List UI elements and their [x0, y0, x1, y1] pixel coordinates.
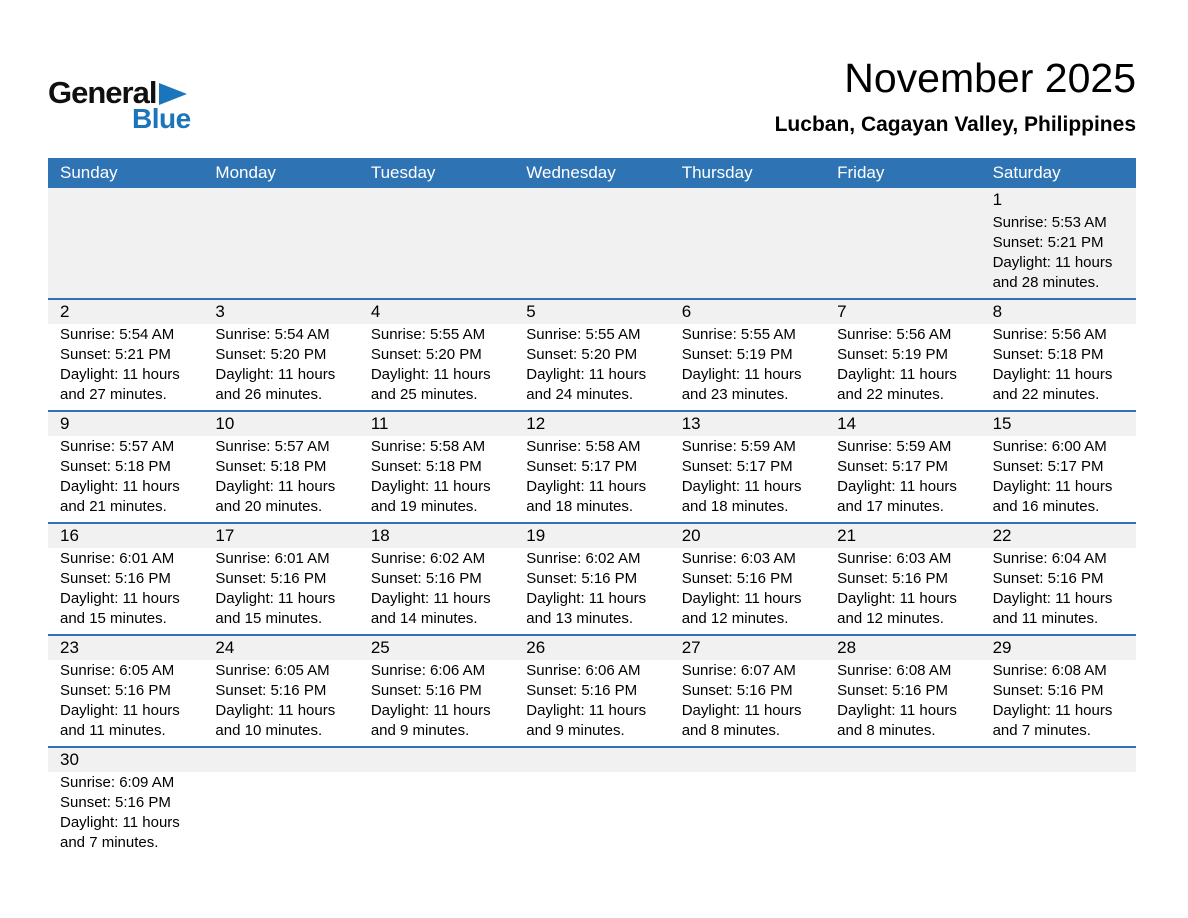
day-details [670, 324, 825, 410]
day-number-empty [981, 748, 1136, 772]
sunrise-text: Sunrise: 5:58 AM [370, 438, 486, 455]
day-cell-empty [825, 748, 980, 858]
day-cell-22 [981, 524, 1136, 634]
daylight-text: Daylight: 11 hours [215, 702, 336, 719]
month-title: November 2025 [844, 55, 1136, 101]
daylight-text-cont: and 7 minutes. [992, 722, 1091, 739]
day-number: 30 [48, 748, 203, 772]
weekday-header-tuesday: Tuesday [370, 163, 436, 182]
day-details [48, 660, 203, 746]
day-details [981, 660, 1136, 746]
weeks-container [48, 188, 1136, 858]
daylight-text-cont: and 15 minutes. [60, 610, 167, 627]
day-number: 26 [514, 636, 669, 660]
sunrise-text: Sunrise: 5:55 AM [526, 326, 641, 343]
sunset-text: Sunset: 5:18 PM [370, 458, 482, 475]
daylight-text-cont: and 24 minutes. [526, 386, 634, 403]
sunrise-text: Sunrise: 5:55 AM [681, 326, 796, 343]
daylight-text-cont: and 17 minutes. [837, 498, 944, 515]
sunrise-text: Sunrise: 6:02 AM [526, 550, 641, 567]
daylight-text: Daylight: 11 hours [681, 478, 802, 495]
day-cell-30 [48, 748, 203, 858]
day-details [359, 436, 514, 522]
daylight-text-cont: and 20 minutes. [215, 498, 323, 515]
daylight-text: Daylight: 11 hours [370, 702, 491, 719]
day-cell-19 [514, 524, 669, 634]
day-cell-empty [981, 748, 1136, 858]
weekday-header-wednesday: Wednesday [526, 163, 616, 182]
day-number: 13 [670, 412, 825, 436]
day-number: 29 [981, 636, 1136, 660]
day-cell-25 [359, 636, 514, 746]
sunset-text: Sunset: 5:16 PM [60, 682, 171, 699]
day-cell-7 [825, 300, 980, 410]
daylight-text: Daylight: 11 hours [60, 814, 180, 831]
day-number-empty [670, 748, 825, 772]
daylight-text-cont: and 26 minutes. [215, 386, 323, 403]
sunrise-text: Sunrise: 5:57 AM [60, 438, 175, 455]
day-details [981, 324, 1136, 410]
sunset-text: Sunset: 5:16 PM [837, 570, 949, 587]
day-details [514, 548, 669, 634]
daylight-text-cont: and 18 minutes. [526, 498, 634, 515]
day-number: 18 [359, 524, 514, 548]
daylight-text: Daylight: 11 hours [837, 590, 957, 607]
sunrise-text: Sunrise: 5:53 AM [992, 214, 1107, 231]
daylight-text-cont: and 23 minutes. [681, 386, 789, 403]
day-details [359, 660, 514, 746]
day-number: 11 [359, 412, 514, 436]
daylight-text: Daylight: 11 hours [215, 478, 336, 495]
day-number-empty [514, 748, 669, 772]
day-number: 5 [514, 300, 669, 324]
sunrise-text: Sunrise: 6:04 AM [992, 550, 1107, 567]
daylight-text: Daylight: 11 hours [60, 366, 180, 383]
day-number: 6 [670, 300, 825, 324]
sunrise-text: Sunrise: 5:56 AM [837, 326, 952, 343]
sunset-text: Sunset: 5:20 PM [215, 346, 327, 363]
daylight-text: Daylight: 11 hours [992, 366, 1113, 383]
sunset-text: Sunset: 5:17 PM [681, 458, 793, 475]
daylight-text: Daylight: 11 hours [681, 590, 802, 607]
logo-text-general: General [48, 75, 157, 110]
day-cell-8 [981, 300, 1136, 410]
day-cell-28 [825, 636, 980, 746]
sunrise-text: Sunrise: 6:05 AM [60, 662, 175, 679]
sunrise-text: Sunrise: 6:03 AM [837, 550, 952, 567]
sunset-text: Sunset: 5:19 PM [681, 346, 793, 363]
daylight-text-cont: and 9 minutes. [526, 722, 625, 739]
sunrise-text: Sunrise: 5:59 AM [837, 438, 952, 455]
sunset-text: Sunset: 5:17 PM [992, 458, 1104, 475]
day-details [825, 324, 980, 410]
day-details [670, 436, 825, 522]
sunset-text: Sunset: 5:17 PM [526, 458, 638, 475]
sunrise-text: Sunrise: 5:56 AM [992, 326, 1107, 343]
day-details [670, 548, 825, 634]
day-details [203, 324, 358, 410]
day-cell-empty [203, 188, 358, 298]
sunrise-text: Sunrise: 5:54 AM [215, 326, 330, 343]
sunset-text: Sunset: 5:21 PM [60, 346, 171, 363]
day-number: 17 [203, 524, 358, 548]
day-details [203, 548, 358, 634]
day-cell-14 [825, 412, 980, 522]
day-cell-4 [359, 300, 514, 410]
daylight-text-cont: and 15 minutes. [215, 610, 323, 627]
day-number: 9 [48, 412, 203, 436]
day-details [359, 324, 514, 410]
sunset-text: Sunset: 5:17 PM [837, 458, 949, 475]
sunset-text: Sunset: 5:16 PM [526, 682, 638, 699]
daylight-text: Daylight: 11 hours [992, 702, 1113, 719]
day-number: 10 [203, 412, 358, 436]
daylight-text-cont: and 21 minutes. [60, 498, 167, 515]
week-row-1 [48, 188, 1136, 298]
sunset-text: Sunset: 5:16 PM [837, 682, 949, 699]
day-number: 20 [670, 524, 825, 548]
sunset-text: Sunset: 5:16 PM [370, 682, 482, 699]
week-row-6 [48, 746, 1136, 858]
day-cell-16 [48, 524, 203, 634]
daylight-text-cont: and 7 minutes. [60, 834, 159, 851]
sunset-text: Sunset: 5:16 PM [60, 570, 171, 587]
sunrise-text: Sunrise: 5:58 AM [526, 438, 641, 455]
day-details [981, 548, 1136, 634]
daylight-text: Daylight: 11 hours [992, 254, 1113, 271]
day-number: 15 [981, 412, 1136, 436]
weekday-header-thursday: Thursday [681, 163, 753, 182]
sunset-text: Sunset: 5:20 PM [526, 346, 638, 363]
calendar-grid [48, 158, 1136, 858]
day-details [825, 548, 980, 634]
day-cell-29 [981, 636, 1136, 746]
day-cell-1 [981, 188, 1136, 298]
day-number: 3 [203, 300, 358, 324]
sunset-text: Sunset: 5:16 PM [215, 570, 327, 587]
daylight-text-cont: and 8 minutes. [837, 722, 936, 739]
day-number: 24 [203, 636, 358, 660]
sunrise-text: Sunrise: 6:06 AM [526, 662, 641, 679]
weekday-header-sunday: Sunday [60, 163, 118, 182]
sunset-text: Sunset: 5:21 PM [992, 234, 1104, 251]
daylight-text: Daylight: 11 hours [837, 478, 957, 495]
daylight-text: Daylight: 11 hours [837, 366, 957, 383]
daylight-text-cont: and 10 minutes. [215, 722, 323, 739]
day-cell-empty [359, 748, 514, 858]
day-number: 7 [825, 300, 980, 324]
day-number-empty [359, 748, 514, 772]
day-cell-15 [981, 412, 1136, 522]
daylight-text-cont: and 11 minutes. [60, 722, 166, 739]
weekday-header-monday: Monday [215, 163, 276, 182]
day-cell-20 [670, 524, 825, 634]
sunset-text: Sunset: 5:16 PM [681, 682, 793, 699]
day-number: 25 [359, 636, 514, 660]
sunrise-text: Sunrise: 6:03 AM [681, 550, 796, 567]
day-cell-11 [359, 412, 514, 522]
sunset-text: Sunset: 5:20 PM [370, 346, 482, 363]
general-blue-logo [48, 74, 191, 133]
daylight-text: Daylight: 11 hours [526, 590, 647, 607]
sunrise-text: Sunrise: 6:08 AM [837, 662, 952, 679]
day-cell-23 [48, 636, 203, 746]
sunset-text: Sunset: 5:19 PM [837, 346, 949, 363]
daylight-text: Daylight: 11 hours [215, 366, 336, 383]
day-details [203, 660, 358, 746]
day-cell-2 [48, 300, 203, 410]
day-cell-27 [670, 636, 825, 746]
sunrise-text: Sunrise: 5:59 AM [681, 438, 796, 455]
day-details [981, 436, 1136, 522]
day-cell-3 [203, 300, 358, 410]
daylight-text-cont: and 22 minutes. [992, 386, 1100, 403]
day-details [670, 660, 825, 746]
day-number: 23 [48, 636, 203, 660]
day-number-empty [514, 188, 669, 212]
day-cell-21 [825, 524, 980, 634]
daylight-text-cont: and 27 minutes. [60, 386, 167, 403]
day-number-empty [359, 188, 514, 212]
daylight-text: Daylight: 11 hours [370, 366, 491, 383]
daylight-text-cont: and 9 minutes. [370, 722, 470, 739]
sunrise-text: Sunrise: 6:02 AM [370, 550, 486, 567]
day-cell-empty [825, 188, 980, 298]
day-number: 28 [825, 636, 980, 660]
logo-text-blue: Blue [132, 103, 191, 134]
sunrise-text: Sunrise: 6:09 AM [60, 774, 175, 791]
daylight-text-cont: and 25 minutes. [370, 386, 478, 403]
day-cell-9 [48, 412, 203, 522]
week-row-4 [48, 522, 1136, 634]
day-details [359, 548, 514, 634]
daylight-text-cont: and 19 minutes. [370, 498, 478, 515]
location-subtitle: Lucban, Cagayan Valley, Philippines [774, 113, 1136, 137]
daylight-text: Daylight: 11 hours [370, 478, 491, 495]
sunset-text: Sunset: 5:16 PM [992, 682, 1104, 699]
day-number-empty [670, 188, 825, 212]
day-number: 12 [514, 412, 669, 436]
day-details [514, 660, 669, 746]
day-details [48, 772, 203, 858]
day-details [514, 436, 669, 522]
daylight-text: Daylight: 11 hours [370, 590, 491, 607]
sunset-text: Sunset: 5:16 PM [215, 682, 327, 699]
sunrise-text: Sunrise: 5:54 AM [60, 326, 175, 343]
daylight-text: Daylight: 11 hours [837, 702, 957, 719]
day-number-empty [48, 188, 203, 212]
day-details [48, 324, 203, 410]
sunset-text: Sunset: 5:16 PM [681, 570, 793, 587]
daylight-text: Daylight: 11 hours [681, 366, 802, 383]
day-cell-26 [514, 636, 669, 746]
day-number: 16 [48, 524, 203, 548]
daylight-text: Daylight: 11 hours [526, 366, 647, 383]
daylight-text: Daylight: 11 hours [60, 478, 180, 495]
daylight-text-cont: and 14 minutes. [370, 610, 478, 627]
sunset-text: Sunset: 5:16 PM [526, 570, 638, 587]
day-cell-13 [670, 412, 825, 522]
sunrise-text: Sunrise: 6:08 AM [992, 662, 1107, 679]
daylight-text: Daylight: 11 hours [60, 702, 180, 719]
day-details [514, 324, 669, 410]
day-cell-empty [514, 748, 669, 858]
day-number: 4 [359, 300, 514, 324]
sunrise-text: Sunrise: 6:07 AM [681, 662, 796, 679]
day-number: 8 [981, 300, 1136, 324]
day-number: 22 [981, 524, 1136, 548]
daylight-text-cont: and 18 minutes. [681, 498, 789, 515]
day-cell-5 [514, 300, 669, 410]
daylight-text: Daylight: 11 hours [526, 478, 647, 495]
day-cell-10 [203, 412, 358, 522]
daylight-text-cont: and 13 minutes. [526, 610, 634, 627]
week-row-2 [48, 298, 1136, 410]
day-number-empty [825, 748, 980, 772]
day-cell-6 [670, 300, 825, 410]
day-cell-empty [670, 188, 825, 298]
week-row-3 [48, 410, 1136, 522]
day-cell-empty [514, 188, 669, 298]
day-number-empty [825, 188, 980, 212]
daylight-text-cont: and 8 minutes. [681, 722, 781, 739]
daylight-text-cont: and 12 minutes. [681, 610, 789, 627]
daylight-text: Daylight: 11 hours [992, 478, 1113, 495]
day-number: 1 [981, 188, 1136, 212]
sunrise-text: Sunrise: 6:01 AM [215, 550, 330, 567]
day-number: 14 [825, 412, 980, 436]
day-details [981, 212, 1136, 298]
daylight-text-cont: and 12 minutes. [837, 610, 944, 627]
daylight-text: Daylight: 11 hours [992, 590, 1113, 607]
sunset-text: Sunset: 5:18 PM [60, 458, 171, 475]
weekday-header-row [48, 158, 1136, 188]
daylight-text-cont: and 22 minutes. [837, 386, 944, 403]
weekday-header-friday: Friday [837, 163, 885, 182]
daylight-text: Daylight: 11 hours [526, 702, 647, 719]
sunrise-text: Sunrise: 5:57 AM [215, 438, 330, 455]
sunrise-text: Sunrise: 6:05 AM [215, 662, 330, 679]
daylight-text: Daylight: 11 hours [681, 702, 802, 719]
sunset-text: Sunset: 5:16 PM [60, 794, 171, 811]
day-details [203, 436, 358, 522]
title-block [775, 56, 1136, 137]
day-details [825, 436, 980, 522]
day-cell-12 [514, 412, 669, 522]
day-cell-empty [48, 188, 203, 298]
day-number-empty [203, 748, 358, 772]
sunset-text: Sunset: 5:16 PM [370, 570, 482, 587]
sunset-text: Sunset: 5:18 PM [992, 346, 1104, 363]
daylight-text-cont: and 28 minutes. [992, 274, 1100, 291]
weekday-header-saturday: Saturday [992, 163, 1061, 182]
week-row-5 [48, 634, 1136, 746]
sunset-text: Sunset: 5:18 PM [215, 458, 327, 475]
daylight-text-cont: and 16 minutes. [992, 498, 1100, 515]
day-number: 2 [48, 300, 203, 324]
daylight-text-cont: and 11 minutes. [992, 610, 1099, 627]
day-number: 27 [670, 636, 825, 660]
day-cell-18 [359, 524, 514, 634]
day-cell-empty [203, 748, 358, 858]
sunrise-text: Sunrise: 6:01 AM [60, 550, 175, 567]
day-cell-empty [670, 748, 825, 858]
day-details [48, 436, 203, 522]
day-cell-empty [359, 188, 514, 298]
page-header [0, 0, 1188, 158]
day-details [825, 660, 980, 746]
day-details [48, 548, 203, 634]
daylight-text: Daylight: 11 hours [215, 590, 336, 607]
day-cell-24 [203, 636, 358, 746]
day-number: 19 [514, 524, 669, 548]
sunrise-text: Sunrise: 6:06 AM [370, 662, 486, 679]
sunset-text: Sunset: 5:16 PM [992, 570, 1104, 587]
day-cell-17 [203, 524, 358, 634]
day-number: 21 [825, 524, 980, 548]
daylight-text: Daylight: 11 hours [60, 590, 180, 607]
day-number-empty [203, 188, 358, 212]
sunrise-text: Sunrise: 5:55 AM [370, 326, 486, 343]
sunrise-text: Sunrise: 6:00 AM [992, 438, 1107, 455]
